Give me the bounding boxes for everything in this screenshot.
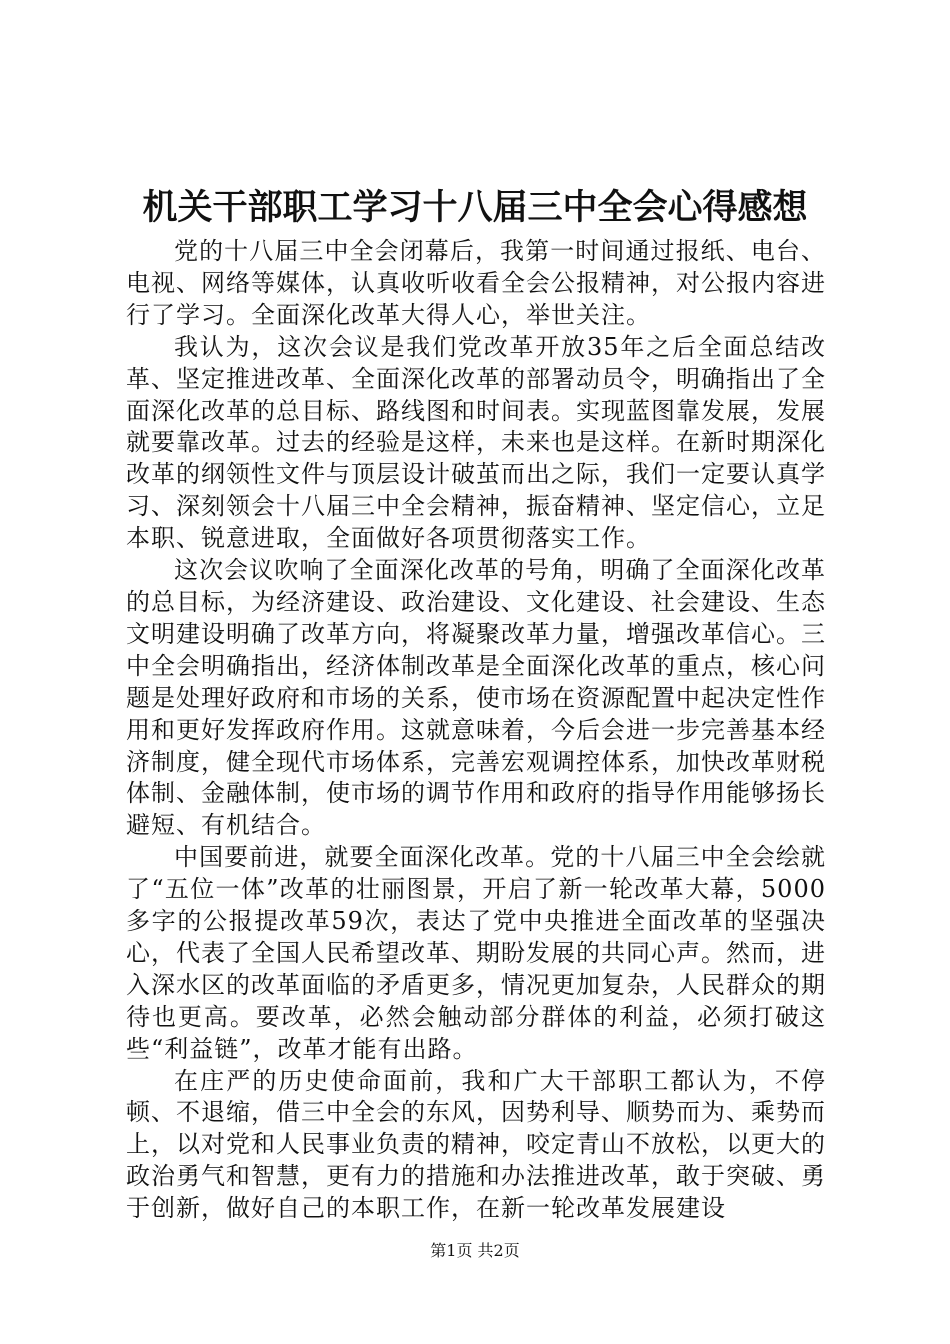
paragraph-2: 我认为，这次会议是我们党改革开放35年之后全面总结改革、坚定推进改革、全面深化改革的部署动员令，明确指出了全面深化改革的总目标、路线图和时间表。实现蓝图靠发展，发展就要靠改革。过去的经验是这样，未来也是这样。在新时期深化改革的纲领性文件与顶层设计破茧而出之际，我们一定要认真学习、深刻领会十八届三中全会精神，振奋精神、坚定信心，立足本职、锐意进取，全面做好各项贯彻落实工作。	[126, 332, 826, 553]
paragraph-5: 在庄严的历史使命面前，我和广大干部职工都认为，不停顿、不退缩，借三中全会的东风，因势利导、顺势而为、乘势而上，以对党和人民事业负责的精神，咬定青山不放松，以更大的政治勇气和智慧，更有力的措施和办法推进改革，敢于突破、勇于创新，做好自己的本职工作，在新一轮改革发展建设	[126, 1066, 826, 1223]
document-title: 机关干部职工学习十八届三中全会心得感想	[142, 187, 808, 228]
paragraph-4: 中国要前进，就要全面深化改革。党的十八届三中全会绘就了“五位一体”改革的壮丽图景，开启了新一轮改革大幕，5000多字的公报提改革59次，表达了党中央推进全面改革的坚强决心，代表了全国人民希望改革、期盼发展的共同心声。然而，进入深水区的改革面临的矛盾更多，情况更加复杂，人民群众的期待也更高。要改革，必然会触动部分群体的利益，必须打破这些“利益链”，改革才能有出路。	[126, 843, 826, 1063]
paragraph-3: 这次会议吹响了全面深化改革的号角，明确了全面深化改革的总目标，为经济建设、政治建设、文化建设、社会建设、生态文明建设明确了改革方向，将凝聚改革力量，增强改革信心。三中全会明确指出，经济体制改革是全面深化改革的重点，核心问题是处理好政府和市场的关系，使市场在资源配置中起决定性作用和更好发挥政府作用。这就意味着，今后会进一步完善基本经济制度，健全现代市场体系，完善宏观调控体系，加快改革财税体制、金融体制，使市场的调节作用和政府的指导作用能够扬长避短、有机结合。	[126, 556, 826, 840]
paragraph-1: 党的十八届三中全会闭幕后，我第一时间通过报纸、电台、电视、网络等媒体，认真收听收看全会公报精神，对公报内容进行了学习。全面深化改革大得人心，举世关注。	[126, 237, 826, 329]
page-footer: 第1页 共2页	[430, 1241, 520, 1260]
document-body	[126, 236, 826, 1225]
